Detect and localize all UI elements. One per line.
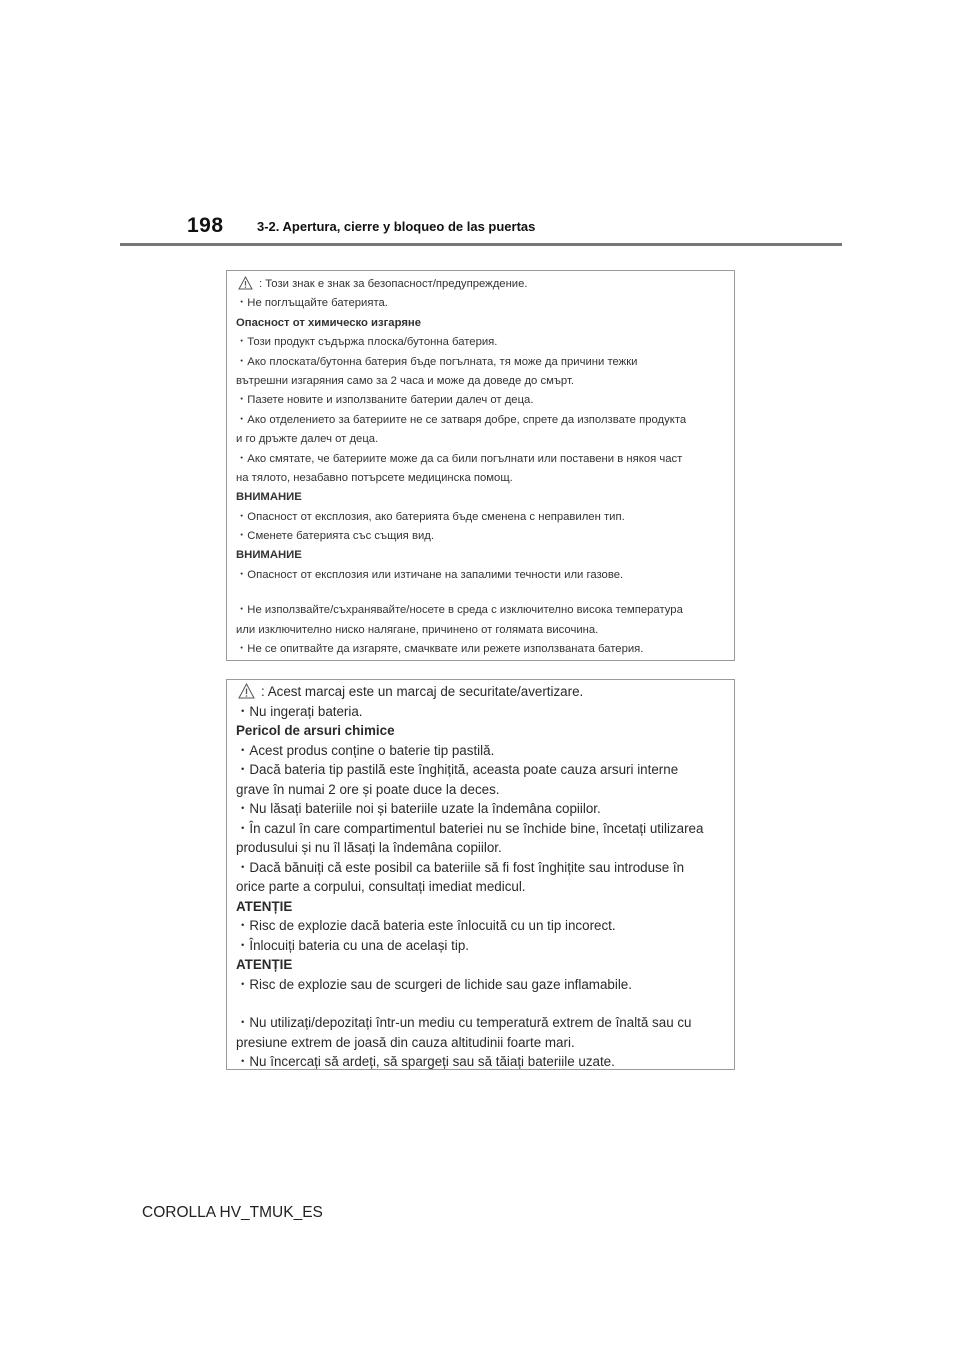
heading-line: ВНИМАНИЕ [236, 491, 302, 504]
bullet-line: ・Risc de explozie dacă bateria este înlocuită cu un tip incorect. [236, 918, 616, 933]
heading-line: ATENȚIE [236, 898, 293, 914]
bullet-line: ・Dacă bănuiți că este posibil ca bateriile să fi fost înghițite sau introduse în [236, 859, 685, 875]
bullet-line: ・Nu lăsați bateriile noi și bateriile uzate la îndemâna copiilor. [236, 801, 601, 816]
bullet-line: ・Nu încercați să ardeți, să spargeți sau să tăiați bateriile uzate. [236, 1054, 615, 1069]
bullet-line: ・Ако смятате, че батериите може да са били погълнати или поставени в някоя част [236, 452, 683, 465]
continuation-line: orice parte a corpului, consultați imediat medicul. [236, 879, 526, 894]
warning-intro-line [236, 682, 734, 702]
bullet-line: ・Сменете батерията със същия вид. [236, 530, 434, 543]
bullet-line: ・Ако плоската/бутонна батерия бъде погълната, тя може да причини тежки [236, 355, 638, 368]
heading-line: Опасност от химическо изгаряне [236, 316, 422, 329]
continuation-line: на тялото, незабавно потърсете медицинска помощ. [236, 471, 513, 484]
bullet-line: ・Този продукт съдържа плоска/бутонна батерия. [236, 336, 498, 349]
header-divider [120, 243, 842, 246]
warning-intro-line [236, 275, 734, 294]
bullet-line: ・Ако отделението за батериите не се затваря добре, спрете да използвате продукта [236, 413, 687, 426]
continuation-line: grave în numai 2 ore și poate duce la deces. [236, 781, 500, 797]
bullet-line: ・Risc de explozie sau de scurgeri de lichide sau gaze inflamabile. [236, 976, 632, 992]
spacer [236, 585, 734, 601]
continuation-line: или изключително ниско налягане, причинено от голямата височина. [236, 623, 599, 636]
heading-line: Pericol de arsuri chimice [236, 723, 395, 738]
continuation-line: вътрешни изгаряния само за 2 часа и може да доведе до смърт. [236, 374, 575, 387]
continuation-line: presiune extrem de joasă din cauza altitudinii foarte mari. [236, 1034, 575, 1050]
bullet-line: ・Acest produs conține o baterie tip pastilă. [236, 742, 495, 758]
romanian-warning-box [226, 679, 735, 1070]
continuation-line: produsului și nu îl lăsați la îndemâna copiilor. [236, 840, 502, 855]
bullet-line: ・Не използвайте/съхранявайте/носете в среда с изключително висока температура [236, 604, 683, 617]
warning-intro-text: : Acest marcaj este un marcaj de securitate/avertizare. [261, 684, 584, 699]
bullet-line: ・Не поглъщайте батерията. [236, 297, 388, 310]
spacer [236, 994, 734, 1013]
bullet-line: ・Не се опитвайте да изгаряте, смачквате или режете използваната батерия. [236, 643, 644, 656]
section-title: 3-2. Apertura, cierre y bloqueo de las puertas [257, 219, 536, 234]
bullet-line: ・Nu ingerați bateria. [236, 703, 363, 719]
bullet-line: ・Înlocuiți bateria cu una de același tip. [236, 937, 469, 953]
bullet-line: ・Опасност от експлозия или изтичане на запалими течности или газове. [236, 568, 624, 581]
continuation-line: и го дръжте далеч от деца. [236, 433, 379, 446]
bullet-line: ・Опасност от експлозия, ако батерията бъде сменена с неправилен тип. [236, 510, 625, 523]
footer-model-code: COROLLA HV_TMUK_ES [142, 1204, 323, 1221]
heading-line: ВНИМАНИЕ [236, 549, 302, 562]
bullet-line: ・Пазете новите и използваните батерии далеч от деца. [236, 394, 534, 407]
page-header [0, 0, 960, 250]
bullet-line: ・Nu utilizați/depozitați într-un mediu cu temperatură extrem de înaltă sau cu [236, 1015, 692, 1030]
warning-intro-text: : Този знак е знак за безопасност/предупреждение. [259, 278, 528, 290]
heading-line: ATENȚIE [236, 957, 293, 972]
page-number: 198 [187, 214, 224, 237]
bullet-line: ・În cazul în care compartimentul bateriei nu se închide bine, încetați utilizarea [236, 820, 704, 836]
bulgarian-warning-box [226, 270, 735, 661]
bullet-line: ・Dacă bateria tip pastilă este înghițită, aceasta poate cauza arsuri interne [236, 762, 679, 777]
